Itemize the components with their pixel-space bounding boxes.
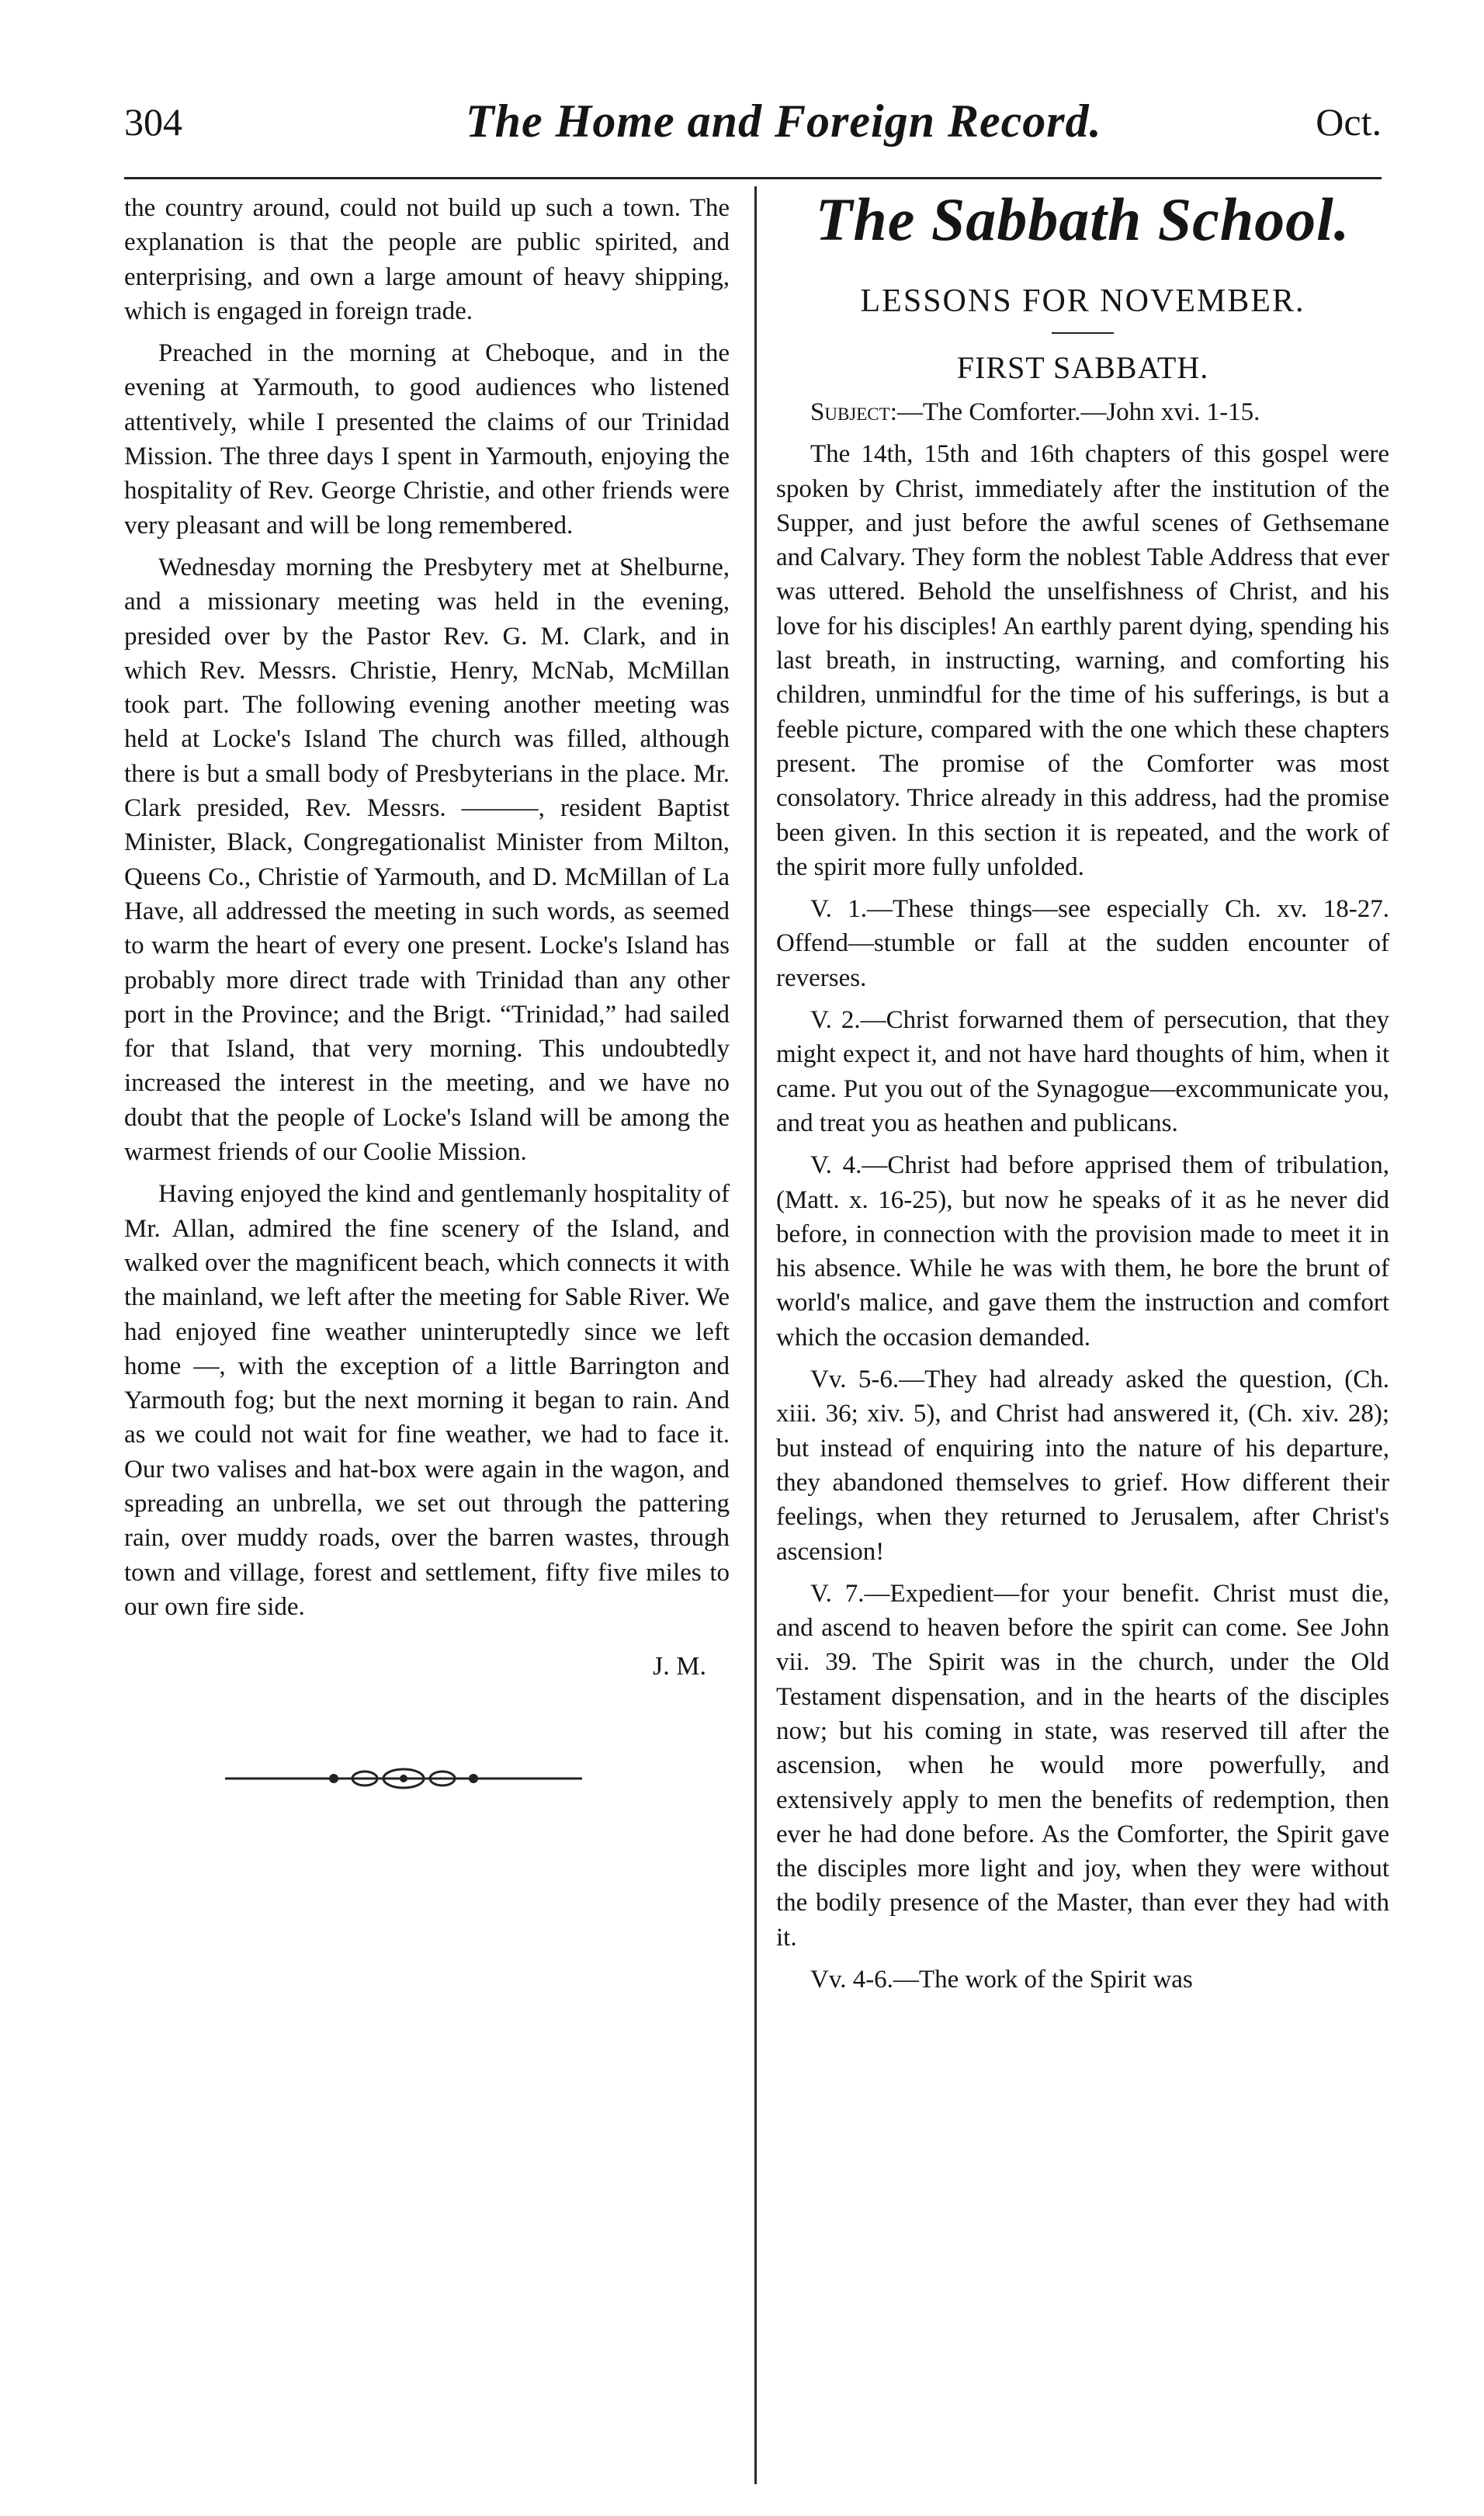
column-divider	[754, 186, 757, 2484]
left-column	[124, 191, 730, 1802]
right-column	[776, 186, 1389, 2004]
subject-label: Subject	[810, 398, 890, 426]
section-title: The Sabbath School.	[815, 186, 1351, 253]
journal-title: The Home and Foreign Record.	[466, 95, 1102, 147]
header-rule	[124, 177, 1382, 179]
subheading: FIRST SABBATH.	[956, 350, 1209, 385]
heading-rule	[1052, 332, 1114, 334]
paragraph: V. 2.—Christ forwarned them of persecution, that they might expect it, and not have hard thoughts of him, when it came. Put you out of the Synagogue—excommunicate you, and treat you as heathen and publicans.	[776, 1006, 1389, 1137]
ornament-divider-icon	[225, 1759, 582, 1798]
subject-text: :—The Comforter.—John xvi. 1-15.	[889, 398, 1260, 426]
paragraph: V. 4.—Christ had before apprised them of tribulation, (Matt. x. 16-25), but now he speaks of it as he never did before, in connection with the provision made to meet it in his absence. While he was with them, he bore the brunt of world's malice, and gave them the instruction and comfort which the occasion demanded.	[776, 1151, 1389, 1352]
paragraph: Having enjoyed the kind and gentlemanly hospitality of Mr. Allan, admired the fine scenery of the Island, and walked over the magnificent beach, which connects it with the mainland, we left after the meeting for Sable River. We had enjoyed fine weather uninteruptedly since we left home —, with the exception of a little Barrington and Yarmouth fog; but the next morning it began to rain. And as we could not wait for fine weather, we had to face it. Our two valises and hat-box were again in the wagon, and spreading an unbrella, we set out through the pattering rain, over muddy roads, over the barren wastes, through town and village, forest and settlement, fifty five miles to our own fire side.	[124, 1180, 730, 1621]
paragraph: V. 1.—These things—see especially Ch. xv. 18-27. Offend—stumble or fall at the sudden encounter of reverses.	[776, 895, 1389, 992]
page-number: 304	[124, 100, 182, 144]
paragraph: V. 7.—Expedient—for your benefit. Christ must die, and ascend to heaven before the spirit can come. See John vii. 39. The Spirit was in the church, under the Old Testament dispensation, and in the hearts of the disciples now; but his coming in state, was reserved till after the ascension, when he would more powerfully, and extensively apply to men the benefits of redemption, then ever he had done before. As the Comforter, the Spirit gave the disciples more light and joy, when they were without the bodily presence of the Master, than ever they had with it.	[776, 1579, 1389, 1952]
paragraph: Vv. 5-6.—They had already asked the question, (Ch. xiii. 36; xiv. 5), and Christ had answered it, (Ch. xiv. 28); but instead of enquiring into the nature of his departure, they abandoned themselves to grief. How different their feelings, when they returned to Jerusalem, after Christ's ascension!	[776, 1366, 1389, 1566]
signature: J. M.	[653, 1652, 706, 1681]
paragraph: The 14th, 15th and 16th chapters of this gospel were spoken by Christ, immediately after the institution of the Supper, and just before the awful scenes of Gethsemane and Calvary. They form the noblest Table Address that ever was uttered. Behold the unselfishness of Christ, and his love for his disciples! An earthly parent dying, spending his last breath, in instructing, warning, and comforting his children, unmindful for the time of his sufferings, is but a feeble picture, compared with the one which these chapters present. The promise of the Comforter was most consolatory. Thrice already in this address, had the promise been given. In this section it is repeated, and the work of the spirit more fully unfolded.	[776, 440, 1389, 881]
issue-month: Oct.	[1316, 100, 1382, 144]
paragraph: Vv. 4-6.—The work of the Spirit was	[810, 1966, 1193, 1994]
paragraph: Preached in the morning at Cheboque, and in the evening at Yarmouth, to good audiences who listened attentively, while I presented the claims of our Trinidad Mission. The three days I spent in Yarmouth, enjoying the hospitality of Rev. George Christie, and other friends were very pleasant and will be long remembered.	[124, 339, 730, 540]
paragraph: Wednesday morning the Presbytery met at Shelburne, and a missionary meeting was held in the evening, presided over by the Pastor Rev. G. M. Clark, and in which Rev. Messrs. Christie, Henry, McNab, McMillan took part. The following evening another meeting was held at Locke's Island The church was filled, although there is but a small body of Presbyterians in the place. Mr. Clark presided, Rev. Messrs. ———, resident Baptist Minister, Black, Congregationalist Minister from Milton, Queens Co., Christie of Yarmouth, and D. McMillan of La Have, all addressed the meeting in such words, as seemed to warm the heart of every one present. Locke's Island has probably more direct trade with Trinidad than any other port in the Province; and the Brigt. “Trinidad,” had sailed for that Island, that very morning. This undoubtedly increased the interest in the meeting, and we have no doubt that the people of Locke's Island will be among the warmest friends of our Coolie Mission.	[124, 553, 730, 1167]
page-header	[124, 95, 1382, 161]
lessons-heading: LESSONS FOR NOVEMBER.	[860, 283, 1305, 319]
paragraph: the country around, could not build up such a town. The explanation is that the people are public spirited, and enterprising, and own a large amount of heavy shipping, which is engaged in foreign trade.	[124, 194, 730, 325]
lesson-subject	[776, 395, 1389, 429]
